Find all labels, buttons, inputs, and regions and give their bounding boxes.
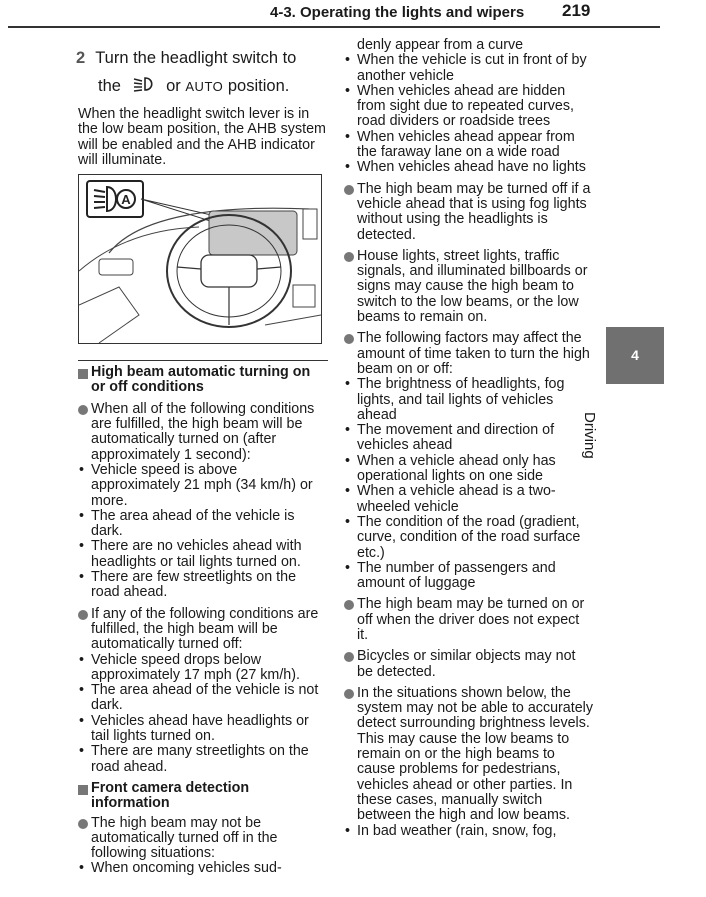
item-house-lights — [344, 249, 594, 325]
step-text-or: or — [166, 77, 181, 95]
list-item: • When a vehicle ahead is a two-wheeled vehicle — [345, 483, 556, 515]
list-item: • There are many streetlights on the road ahead. — [79, 743, 309, 775]
list-item: • In bad weather (rain, snow, fog, — [345, 822, 557, 839]
item-text: The following factors may affect the amount of time taken to turn the high beam on or off: — [357, 330, 590, 377]
bullet-dot-icon — [78, 819, 88, 829]
section-high-beam-conditions — [78, 360, 328, 396]
list-item: • When vehicles ahead appear from the faraway lane on a wide road — [345, 128, 575, 161]
bullet-dot-icon — [78, 610, 88, 620]
item-factors — [344, 331, 594, 377]
item-text: Bicycles or similar objects may not be detected. — [357, 648, 576, 680]
bullet-dot-icon — [344, 600, 354, 610]
section-title-1: High beam automatic turning on or off conditions — [91, 364, 311, 396]
intro-paragraph: When the headlight switch lever is in the low beam position, the AHB system will be enabled and the AHB indicator will illuminate. — [78, 106, 326, 168]
section-front-camera — [78, 781, 328, 812]
item-not-turned-off — [78, 816, 328, 862]
bullet-dot-icon — [344, 252, 354, 262]
continued-text: denly appear from a curve — [357, 37, 524, 53]
item-text: When all of the following conditions are fulfilled, the high beam will be automatically turned on (after approximately 1 second): — [91, 400, 315, 463]
list-item: • Vehicles ahead have headlights or tail lights turned on. — [79, 712, 309, 745]
item-text: The high beam may not be automatically turned off in the following situations: — [91, 814, 278, 862]
item-text: In the situations shown below, the system may not be able to accurately detect surrounding brightness levels. This may cause the low beams to remain on or the high beams to cause problems for pedestrians, vehicles ahead or other parties. In these cases, manually switch between the high and low beams. — [357, 684, 594, 824]
chapter-number: 4 — [631, 347, 639, 363]
list-item: • When oncoming vehicles sud- — [79, 860, 282, 877]
figure-letter: A — [121, 192, 131, 208]
list-item: • There are few streetlights on the road ahead. — [79, 569, 297, 601]
list-item: • The movement and direction of vehicles ahead — [345, 422, 555, 454]
step-text-position: position. — [227, 77, 290, 95]
step-number: 2 — [76, 49, 86, 67]
chapter-label: Driving — [581, 412, 598, 459]
bullet-dot-icon — [344, 652, 354, 662]
page-number: 219 — [562, 1, 591, 20]
list-item: • Vehicle speed drops below approximately 17 mph (27 km/h). — [79, 651, 300, 683]
section-title: 4-3. Operating the lights and wipers — [270, 4, 525, 21]
bullet-dot-icon — [344, 334, 354, 344]
item-turn-off-conditions — [78, 607, 328, 653]
section-title-2: Front camera detection information — [91, 779, 250, 812]
list-item: • The area ahead of the vehicle is not dark. — [79, 682, 319, 714]
item-situations — [344, 686, 594, 824]
right-column — [344, 38, 594, 839]
chapter-tab — [606, 327, 664, 384]
list-item: • The brightness of headlights, fog lights, and tail lights of vehicles ahead — [345, 376, 565, 423]
list-item: • The number of passengers and amount of luggage — [345, 559, 556, 592]
step-2 — [76, 44, 328, 101]
bullet-dot-icon — [344, 689, 354, 699]
bullet-dot-icon — [78, 405, 88, 415]
auto-label: AUTO — [185, 79, 224, 94]
step-text-the: the — [98, 77, 121, 95]
item-text: The high beam may be turned on or off when the driver does not expect it. — [357, 596, 585, 643]
list-item: • The condition of the road (gradient, curve, condition of the road surface etc.) — [345, 513, 581, 561]
section-marker-icon — [78, 369, 88, 379]
step-text-a: Turn the headlight switch to — [95, 49, 297, 67]
item-text: House lights, street lights, traffic signals, and illuminated billboards or signs may cause the high beam to switch to the low beams, or the low beams to remain on. — [357, 247, 588, 326]
list-item: • When vehicles ahead have no lights — [345, 159, 586, 176]
header-rule — [8, 26, 660, 28]
list-item: • The area ahead of the vehicle is dark. — [79, 507, 295, 540]
list-item: • There are no vehicles ahead with headlights or tail lights turned on. — [79, 538, 302, 570]
list-item: • When vehicles ahead are hidden from sight due to repeated curves, road dividers or roadside trees — [345, 82, 574, 130]
list-item: • When a vehicle ahead only has operational lights on one side — [345, 452, 556, 485]
item-fog-lights — [344, 182, 594, 243]
item-text: The high beam may be turned off if a vehicle ahead that is using fog lights without using the headlights is detected. — [357, 180, 591, 243]
item-turn-on-conditions — [78, 402, 328, 463]
item-bicycles — [344, 649, 594, 680]
list-item: • When the vehicle is cut in front of by another vehicle — [345, 52, 587, 84]
ahb-indicator-figure — [78, 174, 322, 344]
item-unexpected — [344, 597, 594, 643]
item-text: If any of the following conditions are fulfilled, the high beam will be automatically turned off: — [91, 605, 319, 653]
headlight-icon — [132, 73, 156, 101]
left-column — [78, 44, 328, 877]
bullet-dot-icon — [344, 185, 354, 195]
list-item: • Vehicle speed is above approximately 21 mph (34 km/h) or more. — [79, 461, 313, 509]
section-marker-icon — [78, 785, 88, 795]
